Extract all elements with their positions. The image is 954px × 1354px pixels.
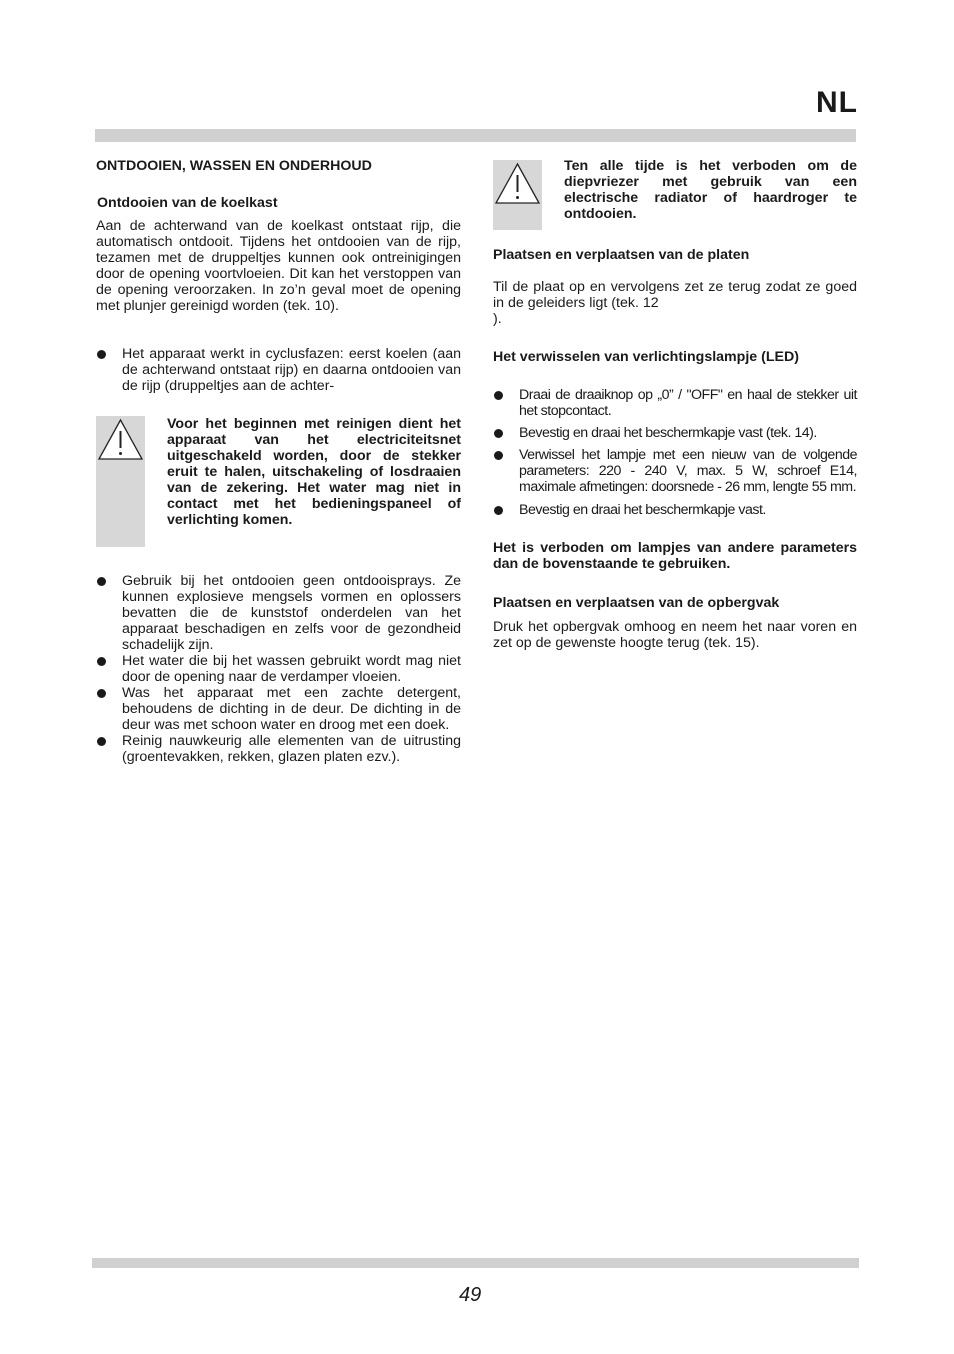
warning-icon-box bbox=[493, 160, 542, 230]
left-column bbox=[96, 158, 461, 765]
warning-icon-box bbox=[96, 416, 145, 547]
list-item: Verwissel het lampje met een nieuw van de volgende parameters: 220 - 240 V, max. 5 W, schroef E14, maximale afmetingen: doorsnede - 26 mm, lengte 55 mm. bbox=[493, 447, 857, 495]
right-column bbox=[493, 158, 857, 651]
list-item: Was het apparaat met een zachte detergent, behoudens de dichting in de deur. De dichting in de deur was met schoon water en droog met een doek. bbox=[96, 685, 461, 733]
plates-text: Til de plaat op en vervolgens zet ze terug zodat ze goed in de geleiders ligt (tek. 12 bbox=[493, 279, 857, 311]
list-item: Het apparaat werkt in cyclusfazen: eerst koelen (aan de achterwand ontstaat rijp) en daarna ontdooien van de rijp (druppeltjes aan de achter- bbox=[96, 346, 461, 394]
language-code: NL bbox=[816, 86, 858, 119]
subsection-title-storage: Plaatsen en verplaatsen van de opbergvak bbox=[493, 595, 780, 611]
storage-paragraph: Druk het opbergvak omhoog en neem het naar voren en zet op de gewenste hoogte terug (tek. 15). bbox=[493, 619, 857, 651]
warning-box-freezer bbox=[493, 158, 857, 230]
list-item: Bevestig en draai het beschermkapje vast (tek. 14). bbox=[493, 425, 857, 441]
lamp-prohibition-note: Het is verboden om lampjes van andere parameters dan de bovenstaande te gebruiken. bbox=[493, 540, 857, 572]
warning-triangle-icon bbox=[96, 416, 145, 464]
subsection-title-defrost: Ontdooien van de koelkast bbox=[97, 195, 278, 211]
subsection-title-plates: Plaatsen en verplaatsen van de platen bbox=[493, 247, 750, 263]
cleaning-bullet-list bbox=[96, 573, 461, 765]
list-item: Reinig nauwkeurig alle elementen van de uitrusting (groentevakken, rekken, glazen platen ezv.). bbox=[96, 733, 461, 765]
header-divider-bar bbox=[95, 129, 856, 142]
footer-divider-bar bbox=[92, 1258, 859, 1268]
list-item: Draai de draaiknop op „0” / "OFF" en haal de stekker uit het stopcontact. bbox=[493, 387, 857, 419]
cycle-bullet-list bbox=[96, 346, 461, 394]
warning-text-freezer: Ten alle tijde is het verboden om de diepvriezer met gebruik van een electrische radiator of haardroger te ontdooien. bbox=[564, 158, 857, 222]
subsection-title-led: Het verwisselen van verlichtingslampje (LED) bbox=[493, 349, 799, 365]
plates-paragraph bbox=[493, 279, 857, 327]
warning-triangle-icon bbox=[493, 160, 542, 208]
list-item: Het water die bij het wassen gebruikt wordt mag niet door de opening naar de verdamper vloeien. bbox=[96, 653, 461, 685]
warning-box-cleaning bbox=[96, 416, 461, 547]
section-title: ONTDOOIEN, WASSEN EN ONDERHOUD bbox=[96, 158, 372, 174]
intro-paragraph: Aan de achterwand van de koelkast ontstaat rijp, die automatisch ontdooit. Tijdens het ontdooien van de rijp, tezamen met de druppeltjes kunnen ook ontreinigingen door de opening voortvloeien. Dit kan het verstoppen van de opening veroorzaken. In zo’n geval moet de opening met plunjer gereinigd worden (tek. 10). bbox=[96, 218, 461, 314]
list-item: Gebruik bij het ontdooien geen ontdooisprays. Ze kunnen explosieve mengsels vormen en oplossers bevatten die de kunststof onderdelen van het apparaat beschadigen en zelfs voor de gezondheid schadelijk zijn. bbox=[96, 573, 461, 653]
warning-text-cleaning: Voor het beginnen met reinigen dient het apparaat van het electriciteitsnet uitgeschakeld worden, door de stekker eruit te halen, uitschakeling of losdraaien van de zekering. Het water mag niet in contact met het bedieningspaneel of verlichting komen. bbox=[167, 416, 461, 528]
list-item: Bevestig en draai het beschermkapje vast. bbox=[493, 502, 857, 518]
plates-text-end: ). bbox=[493, 311, 502, 327]
led-bullet-list bbox=[493, 387, 857, 518]
page-number: 49 bbox=[459, 1284, 482, 1306]
